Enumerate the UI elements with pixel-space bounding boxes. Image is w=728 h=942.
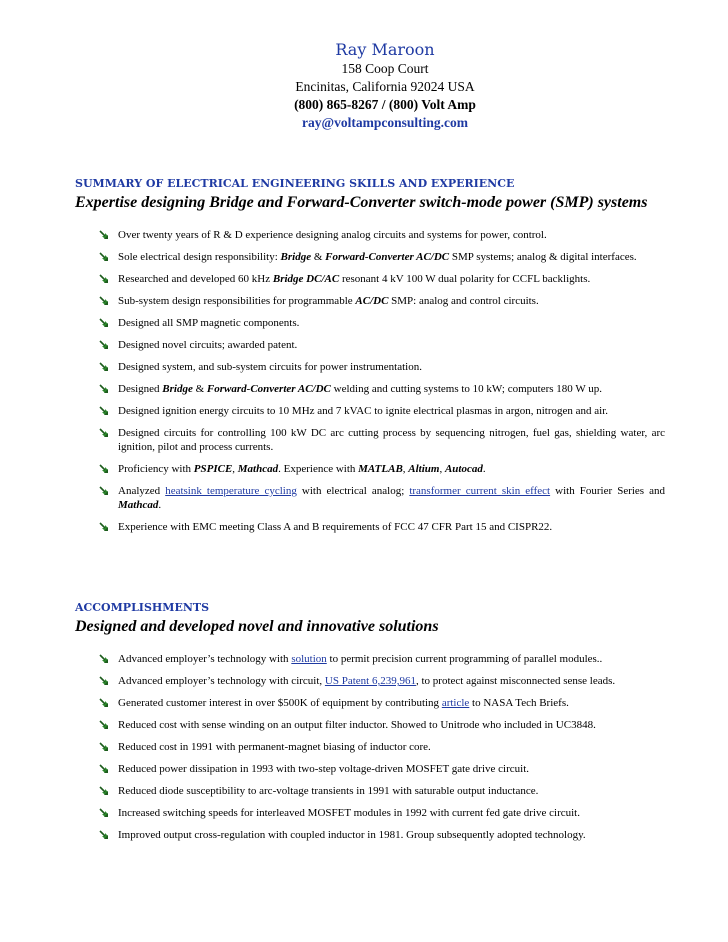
skin-effect-link[interactable]: transformer current skin effect <box>409 485 551 497</box>
list-item: Reduced cost in 1991 with permanent-magnet biasing of inductor core. <box>97 740 665 754</box>
green-arrow-bullet-icon <box>99 720 109 730</box>
list-item: Analyzed heatsink temperature cycling with electrical analog; transformer current skin effect with Fourier Series and Mathcad. <box>97 484 665 512</box>
summary-title: SUMMARY OF ELECTRICAL ENGINEERING SKILLS AND EXPERIENCE <box>75 177 515 190</box>
list-item: Over twenty years of R & D experience designing analog circuits and systems for power, control. <box>97 228 665 242</box>
phone-number: (800) 865-8267 / (800) Volt Amp <box>294 97 476 112</box>
list-item: Sub-system design responsibilities for programmable AC/DC SMP: analog and control circuits. <box>97 294 665 308</box>
solution-link[interactable]: solution <box>291 653 327 665</box>
accomplishments-section <box>75 600 665 850</box>
summary-subtitle: Expertise designing Bridge and Forward-Converter switch-mode power (SMP) systems <box>75 194 648 211</box>
green-arrow-bullet-icon <box>99 742 109 752</box>
accomplishments-list <box>75 652 665 842</box>
green-arrow-bullet-icon <box>99 252 109 262</box>
patent-link[interactable]: US Patent 6,239,961 <box>324 675 416 687</box>
green-arrow-bullet-icon <box>99 464 109 474</box>
list-item: Designed system, and sub-system circuits for power instrumentation. <box>97 360 665 374</box>
green-arrow-bullet-icon <box>99 296 109 306</box>
accomplishments-subtitle: Designed and developed novel and innovative solutions <box>75 618 439 635</box>
list-item: Reduced power dissipation in 1993 with two-step voltage-driven MOSFET gate drive circuit. <box>97 762 665 776</box>
summary-section <box>75 176 665 542</box>
list-item: Designed all SMP magnetic components. <box>97 316 665 330</box>
list-item: Reduced cost with sense winding on an output filter inductor. Showed to Unitrode who included in UC3848. <box>97 718 665 732</box>
green-arrow-bullet-icon <box>99 318 109 328</box>
green-arrow-bullet-icon <box>99 406 109 416</box>
list-item: Advanced employer’s technology with circuit, US Patent 6,239,961, to protect against misconnected sense leads. <box>97 674 665 688</box>
accomplishments-title: ACCOMPLISHMENTS <box>75 601 210 614</box>
green-arrow-bullet-icon <box>99 522 109 532</box>
list-item: Designed Bridge & Forward-Converter AC/DC welding and cutting systems to 10 kW; computers 180 W up. <box>97 382 665 396</box>
list-item: Proficiency with PSPICE, Mathcad. Experience with MATLAB, Altium, Autocad. <box>97 462 665 476</box>
list-item: Designed ignition energy circuits to 10 MHz and 7 kVAC to ignite electrical plasmas in argon, nitrogen and air. <box>97 404 665 418</box>
list-item: Researched and developed 60 kHz Bridge DC/AC resonant 4 kV 100 W dual polarity for CCFL backlights. <box>97 272 665 286</box>
list-item: Advanced employer’s technology with solution to permit precision current programming of parallel modules.. <box>97 652 665 666</box>
heatsink-link[interactable]: heatsink temperature cycling <box>165 485 297 497</box>
list-item: Generated customer interest in over $500K of equipment by contributing article to NASA Tech Briefs. <box>97 696 665 710</box>
summary-list <box>75 228 665 534</box>
candidate-name: Ray Maroon <box>335 40 435 59</box>
green-arrow-bullet-icon <box>99 764 109 774</box>
green-arrow-bullet-icon <box>99 274 109 284</box>
list-item: Improved output cross-regulation with coupled inductor in 1981. Group subsequently adopted technology. <box>97 828 665 842</box>
resume-header <box>240 40 530 132</box>
green-arrow-bullet-icon <box>99 384 109 394</box>
email-address[interactable]: ray@voltampconsulting.com <box>302 115 468 130</box>
green-arrow-bullet-icon <box>99 340 109 350</box>
list-item: Reduced diode susceptibility to arc-voltage transients in 1991 with saturable output inductance. <box>97 784 665 798</box>
green-arrow-bullet-icon <box>99 676 109 686</box>
city-address: Encinitas, California 92024 USA <box>295 79 475 94</box>
list-item: Sole electrical design responsibility: Bridge & Forward-Converter AC/DC SMP systems; analog & digital interfaces. <box>97 250 665 264</box>
green-arrow-bullet-icon <box>99 654 109 664</box>
green-arrow-bullet-icon <box>99 698 109 708</box>
green-arrow-bullet-icon <box>99 486 109 496</box>
green-arrow-bullet-icon <box>99 808 109 818</box>
green-arrow-bullet-icon <box>99 830 109 840</box>
green-arrow-bullet-icon <box>99 428 109 438</box>
green-arrow-bullet-icon <box>99 230 109 240</box>
list-item: Experience with EMC meeting Class A and B requirements of FCC 47 CFR Part 15 and CISPR22. <box>97 520 665 534</box>
list-item: Increased switching speeds for interleaved MOSFET modules in 1992 with current fed gate drive circuit. <box>97 806 665 820</box>
list-item: Designed circuits for controlling 100 kW DC arc cutting process by sequencing nitrogen, fuel gas, shielding water, arc ignition, pilot and process currents. <box>97 426 665 454</box>
street-address: 158 Coop Court <box>341 61 429 76</box>
green-arrow-bullet-icon <box>99 362 109 372</box>
article-link[interactable]: article <box>441 697 470 709</box>
list-item: Designed novel circuits; awarded patent. <box>97 338 665 352</box>
green-arrow-bullet-icon <box>99 786 109 796</box>
